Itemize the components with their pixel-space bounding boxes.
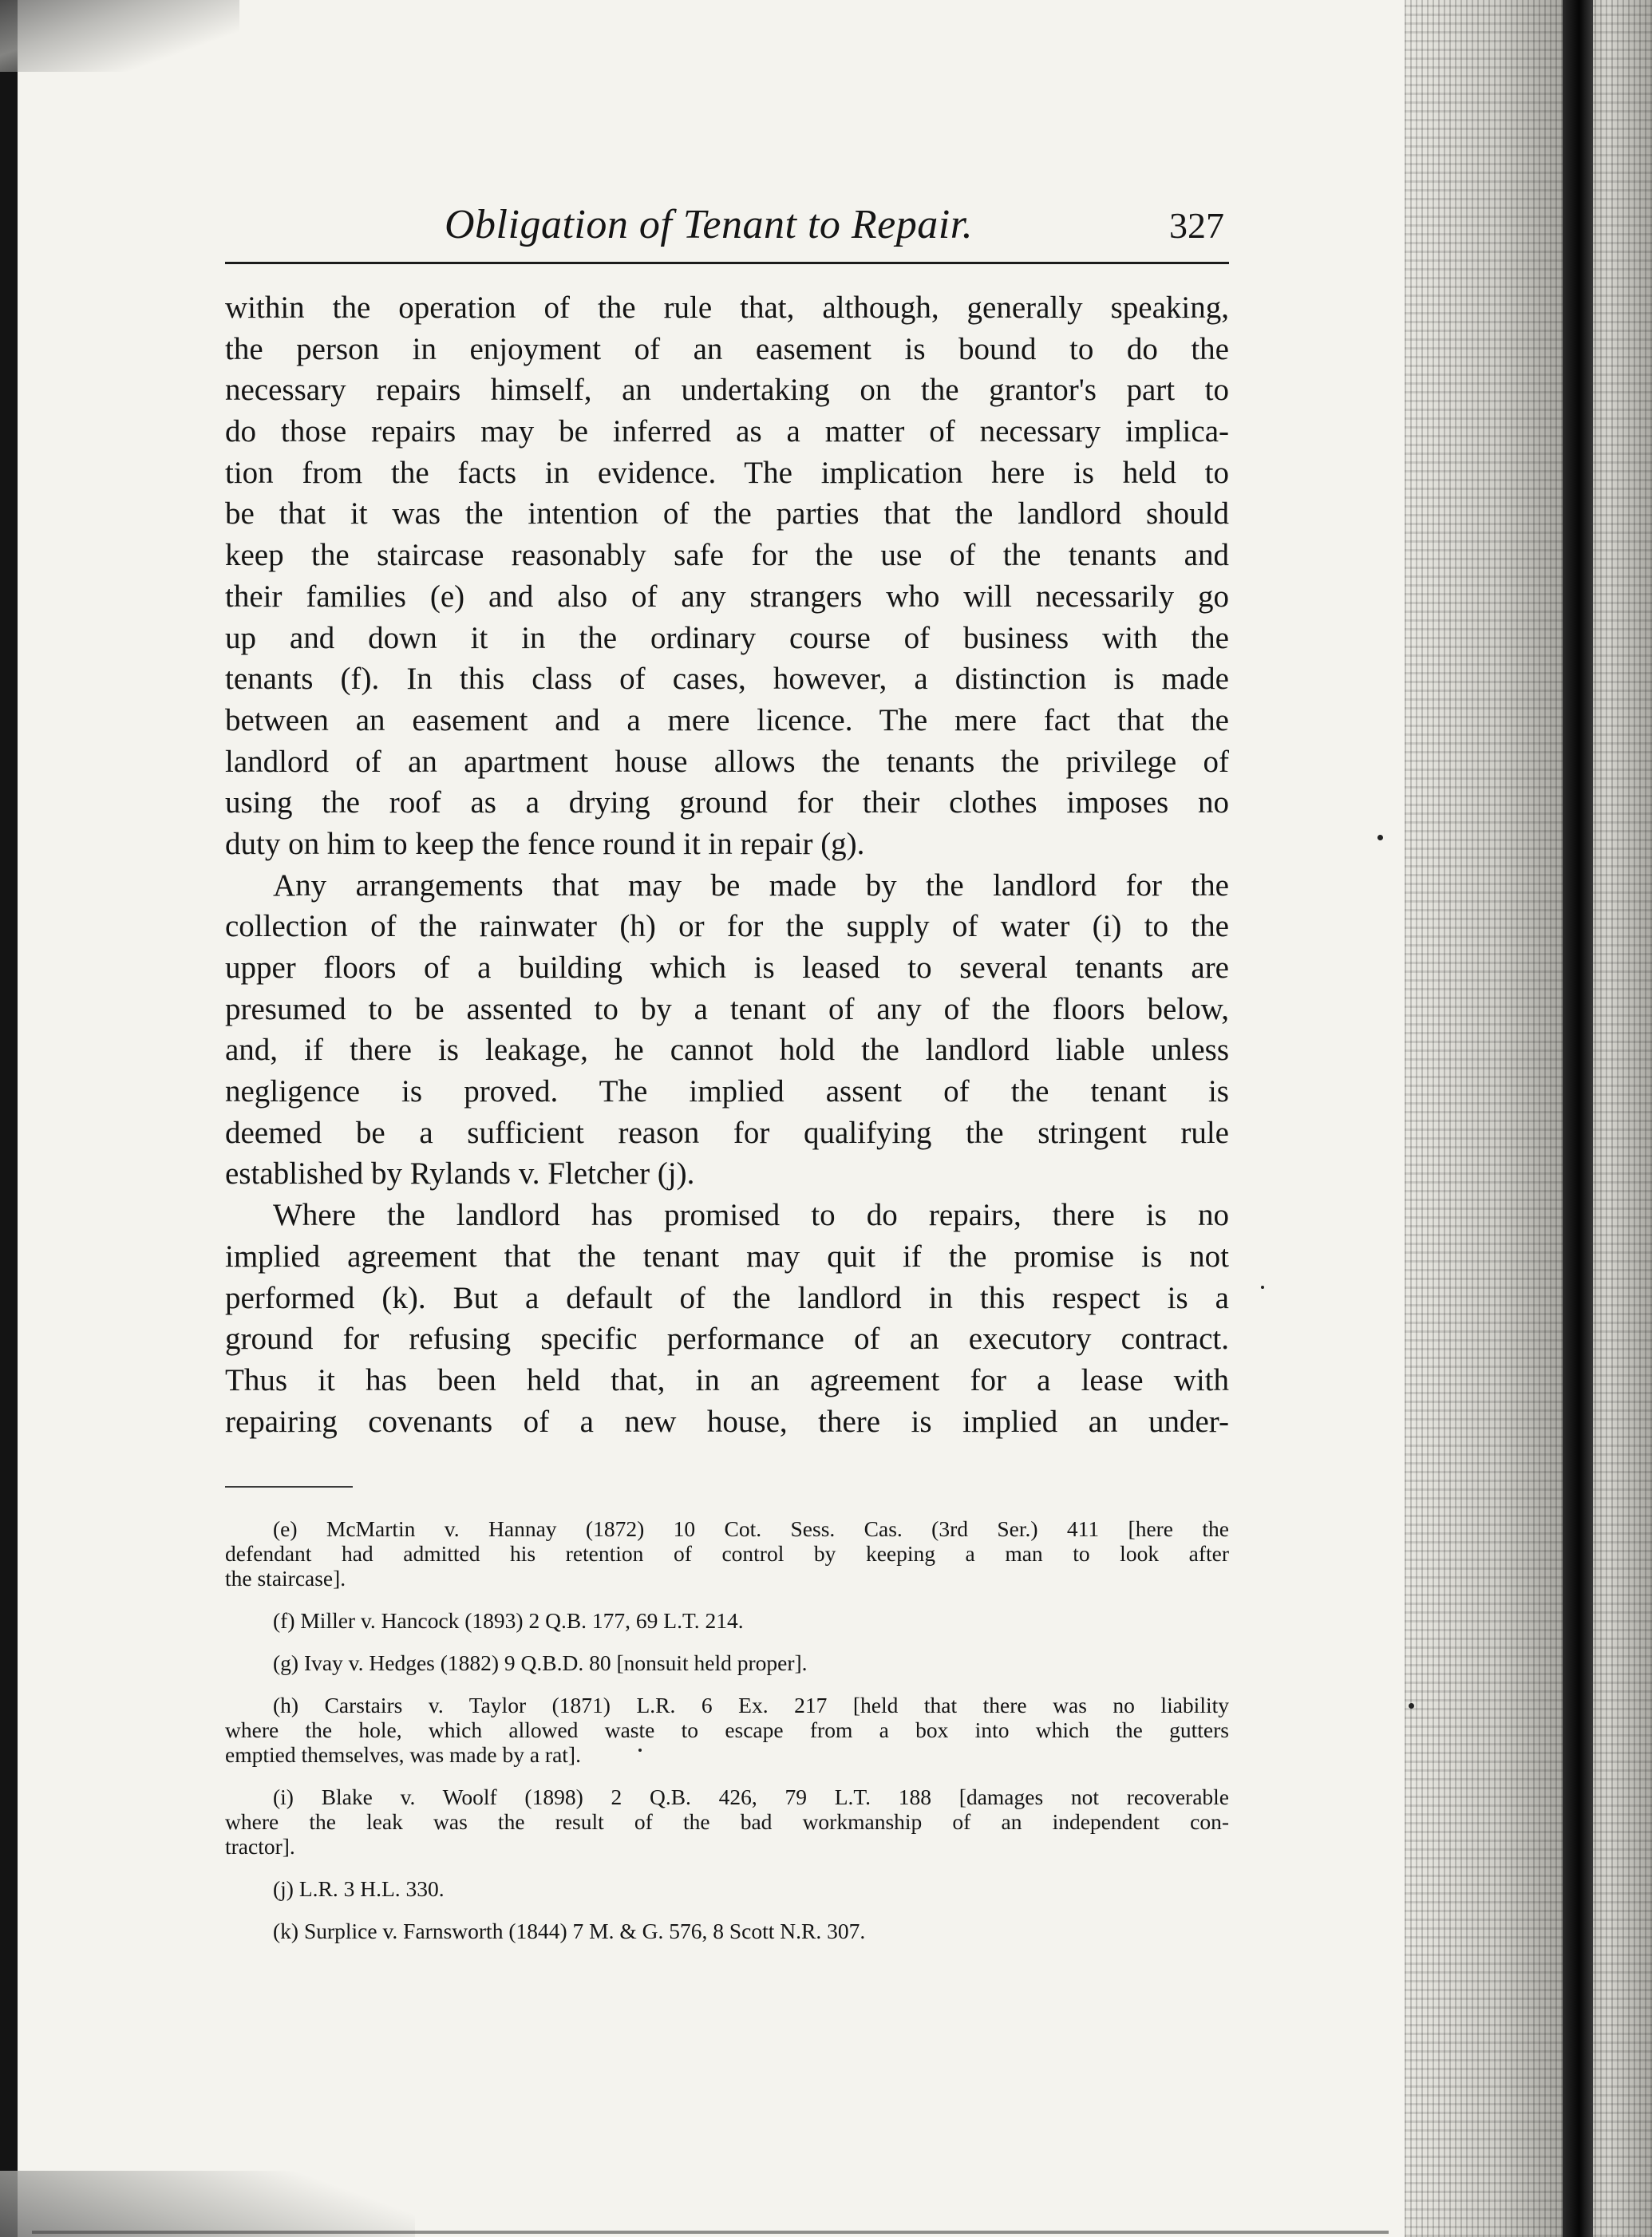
body-line: established by Rylands v. Fletcher (j). [225,1156,695,1192]
body-line: between an easement and a mere licence. The mere fact that the [225,702,1229,737]
body-line: keep the staircase reasonably safe for the use of the tenants and [225,538,1229,573]
body-text [225,287,1229,1442]
body-line: upper floors of a building which is leased to several tenants are [225,951,1229,985]
footnote-j: (j) L.R. 3 H.L. 330. [273,1876,445,1901]
body-line: using the roof as a drying ground for their clothes imposes no [225,785,1229,820]
footnote-e-line: defendant had admitted his retention of control by keeping a man to look after [225,1541,1229,1566]
footnote-k: (k) Surplice v. Farnsworth (1844) 7 M. & G. 576, 8 Scott N.R. 307. [273,1919,866,1943]
body-line: and, if there is leakage, he cannot hold the landlord liable unless [225,1033,1229,1068]
footnote-f: (f) Miller v. Hancock (1893) 2 Q.B. 177, 69 L.T. 214. [273,1608,744,1633]
body-line: up and down it in the ordinary course of business with the [225,620,1229,655]
footnote-h-line: emptied themselves, was made by a rat]. [225,1742,581,1767]
body-line: Where the landlord has promised to do repairs, there is no [273,1198,1229,1233]
scan-speck [1261,1286,1264,1289]
body-line: Any arrangements that may be made by the landlord for the [273,868,1229,903]
footnote-h-line: (h) Carstairs v. Taylor (1871) L.R. 6 Ex. 217 [held that there was no liability [273,1693,1229,1717]
footnote-i-line: (i) Blake v. Woolf (1898) 2 Q.B. 426, 79 L.T. 188 [damages not recoverable [273,1784,1229,1809]
body-line: landlord of an apartment house allows the tenants the privilege of [225,744,1229,779]
body-line: repairing covenants of a new house, there is implied an under- [225,1404,1229,1439]
scan-speck [638,1749,642,1752]
footnote-g: (g) Ivay v. Hedges (1882) 9 Q.B.D. 80 [nonsuit held proper]. [273,1650,808,1675]
body-line: negligence is proved. The implied assent of the tenant is [225,1074,1229,1109]
footnote-rule [225,1486,353,1488]
header-rule [225,262,1229,264]
body-line: deemed be a sufficient reason for qualifying the stringent rule [225,1115,1229,1150]
body-line: implied agreement that the tenant may quit if the promise is not [225,1239,1229,1274]
footnote-i-line: tractor]. [225,1834,295,1859]
footnotes [225,1516,1229,1943]
footnote-i-line: where the leak was the result of the bad workmanship of an independent con- [225,1809,1229,1834]
page-number: 327 [1169,205,1224,246]
running-head [225,201,1229,265]
body-line: collection of the rainwater (h) or for the supply of water (i) to the [225,909,1229,944]
scan-speck [1409,1703,1414,1709]
footnote-e-line: (e) McMartin v. Hannay (1872) 10 Cot. Sess. Cas. (3rd Ser.) 411 [here the [273,1516,1229,1541]
body-line: necessary repairs himself, an undertaking on the grantor's part to [225,373,1229,408]
body-line: tion from the facts in evidence. The implication here is held to [225,455,1229,490]
running-title: Obligation of Tenant to Repair. [445,202,974,247]
body-line: do those repairs may be inferred as a matter of necessary implica- [225,414,1229,449]
body-line: the person in enjoyment of an easement is bound to do the [225,331,1229,366]
body-line: within the operation of the rule that, although, generally speaking, [225,290,1229,325]
body-line: performed (k). But a default of the landlord in this respect is a [225,1280,1229,1315]
body-line: tenants (f). In this class of cases, however, a distinction is made [225,662,1229,697]
body-line: their families (e) and also of any strangers who will necessarily go [225,579,1229,614]
body-line: Thus it has been held that, in an agreement for a lease with [225,1362,1229,1397]
body-line: duty on him to keep the fence round it in repair (g). [225,826,865,861]
body-line: be that it was the intention of the parties that the landlord should [225,496,1229,532]
scan-speck [1377,835,1383,840]
footnote-e-line: the staircase]. [225,1566,346,1591]
body-line: ground for refusing specific performance of an executory contract. [225,1322,1229,1357]
body-line: presumed to be assented to by a tenant of any of the floors below, [225,991,1229,1026]
footnote-h-line: where the hole, which allowed waste to escape from a box into which the gutters [225,1717,1229,1742]
